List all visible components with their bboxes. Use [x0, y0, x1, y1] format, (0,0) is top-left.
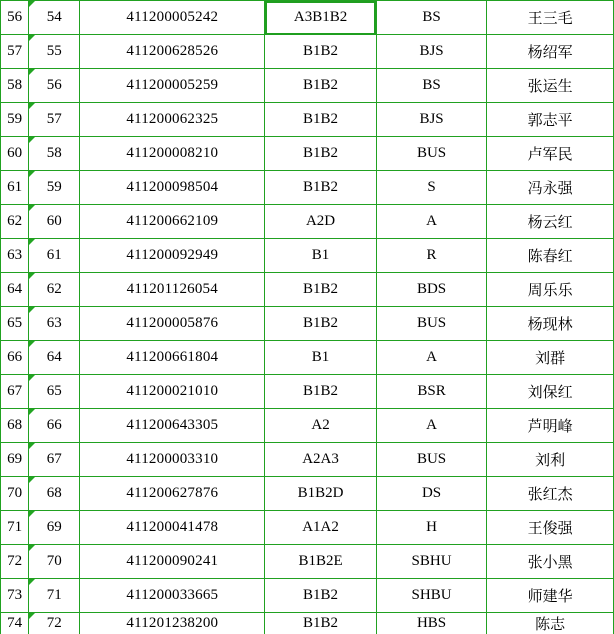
cell-seq[interactable] [29, 341, 80, 375]
cell-type[interactable]: SBHU [376, 545, 487, 579]
cell-id[interactable]: 411200005876 [80, 307, 265, 341]
cell-marker-icon [29, 171, 35, 177]
cell-name[interactable]: 冯永强 [487, 171, 614, 205]
row-header[interactable]: 60 [1, 137, 29, 171]
cell-type[interactable]: R [376, 239, 487, 273]
cell-id[interactable]: 411200062325 [80, 103, 265, 137]
cell-seq-value: 65 [47, 383, 62, 399]
cell-code[interactable]: B1B2 [265, 171, 377, 205]
row-header[interactable]: 57 [1, 35, 29, 69]
cell-code[interactable]: B1B2 [265, 273, 377, 307]
cell-type[interactable]: BUS [376, 443, 487, 477]
cell-seq[interactable] [29, 171, 80, 205]
cell-type[interactable]: BS [376, 1, 487, 35]
row-header[interactable]: 64 [1, 273, 29, 307]
cell-marker-icon [29, 341, 35, 347]
table-row[interactable] [1, 409, 614, 443]
table-row[interactable] [1, 375, 614, 409]
cell-seq-value: 54 [47, 9, 62, 25]
cell-code[interactable]: B1 [265, 239, 377, 273]
table-row[interactable] [1, 205, 614, 239]
cell-marker-icon [29, 375, 35, 381]
cell-seq-value: 67 [47, 451, 62, 467]
cell-id[interactable]: 411200098504 [80, 171, 265, 205]
cell-marker-icon [29, 613, 35, 619]
cell-code[interactable]: A3B1B2 [265, 1, 377, 35]
cell-seq-value: 58 [47, 145, 62, 161]
cell-marker-icon [29, 511, 35, 517]
cell-id[interactable]: 411200092949 [80, 239, 265, 273]
cell-seq[interactable] [29, 579, 80, 613]
cell-type[interactable]: BSR [376, 375, 487, 409]
cell-name[interactable]: 陈志 [487, 613, 614, 634]
table-row[interactable] [1, 613, 614, 634]
row-header[interactable]: 67 [1, 375, 29, 409]
cell-seq-value: 62 [47, 281, 62, 297]
cell-seq-value: 61 [47, 247, 62, 263]
cell-seq[interactable] [29, 477, 80, 511]
cell-code[interactable]: B1B2 [265, 69, 377, 103]
cell-marker-icon [29, 69, 35, 75]
cell-name[interactable]: 王三毛 [487, 1, 614, 35]
cell-type[interactable]: H [376, 511, 487, 545]
row-header[interactable]: 59 [1, 103, 29, 137]
cell-type[interactable]: A [376, 409, 487, 443]
cell-id[interactable]: 411200662109 [80, 205, 265, 239]
cell-name[interactable]: 王俊强 [487, 511, 614, 545]
cell-id[interactable]: 411200041478 [80, 511, 265, 545]
row-header[interactable]: 68 [1, 409, 29, 443]
cell-code[interactable]: A2 [265, 409, 377, 443]
row-header[interactable]: 63 [1, 239, 29, 273]
cell-id[interactable]: 411200005259 [80, 69, 265, 103]
table-row[interactable] [1, 103, 614, 137]
cell-seq-value: 72 [47, 615, 62, 631]
table-row[interactable] [1, 511, 614, 545]
cell-type[interactable]: BUS [376, 307, 487, 341]
cell-code[interactable]: B1B2 [265, 137, 377, 171]
cell-marker-icon [29, 273, 35, 279]
cell-seq[interactable] [29, 35, 80, 69]
cell-id[interactable]: 411200021010 [80, 375, 265, 409]
cell-seq-value: 68 [47, 485, 62, 501]
cell-seq-value: 71 [47, 587, 62, 603]
row-header[interactable]: 66 [1, 341, 29, 375]
cell-seq[interactable] [29, 307, 80, 341]
cell-name[interactable]: 张小黑 [487, 545, 614, 579]
cell-seq[interactable] [29, 137, 80, 171]
cell-seq[interactable] [29, 1, 80, 35]
row-header[interactable]: 74 [1, 613, 29, 634]
cell-id[interactable]: 411200005242 [80, 1, 265, 35]
cell-type[interactable]: HBS [376, 613, 487, 634]
table-row[interactable] [1, 307, 614, 341]
cell-seq[interactable] [29, 613, 80, 634]
cell-marker-icon [29, 103, 35, 109]
cell-id[interactable]: 411200628526 [80, 35, 265, 69]
table-row[interactable] [1, 273, 614, 307]
table-row[interactable] [1, 137, 614, 171]
cell-id[interactable]: 411200008210 [80, 137, 265, 171]
cell-marker-icon [29, 35, 35, 41]
cell-code[interactable]: A1A2 [265, 511, 377, 545]
cell-name[interactable]: 刘保红 [487, 375, 614, 409]
table-row[interactable] [1, 239, 614, 273]
cell-code[interactable]: A2D [265, 205, 377, 239]
table-row[interactable] [1, 443, 614, 477]
table-row[interactable] [1, 1, 614, 35]
cell-name[interactable]: 刘利 [487, 443, 614, 477]
cell-type[interactable]: A [376, 205, 487, 239]
cell-code[interactable]: B1 [265, 341, 377, 375]
cell-seq[interactable] [29, 511, 80, 545]
cell-type[interactable]: BJS [376, 103, 487, 137]
cell-marker-icon [29, 205, 35, 211]
cell-id[interactable]: 411200643305 [80, 409, 265, 443]
cell-seq-value: 60 [47, 213, 62, 229]
cell-id[interactable]: 411200090241 [80, 545, 265, 579]
cell-marker-icon [29, 545, 35, 551]
cell-id[interactable]: 411200033665 [80, 579, 265, 613]
cell-id[interactable]: 411201238200 [80, 613, 265, 634]
row-header[interactable]: 69 [1, 443, 29, 477]
cell-type[interactable]: BUS [376, 137, 487, 171]
cell-marker-icon [29, 307, 35, 313]
cell-seq-value: 66 [47, 417, 62, 433]
cell-seq[interactable] [29, 69, 80, 103]
cell-code[interactable]: B1B2 [265, 307, 377, 341]
cell-seq[interactable] [29, 409, 80, 443]
cell-type[interactable]: BS [376, 69, 487, 103]
cell-name[interactable]: 师建华 [487, 579, 614, 613]
cell-seq[interactable] [29, 205, 80, 239]
cell-seq-value: 55 [47, 43, 62, 59]
cell-seq[interactable] [29, 239, 80, 273]
cell-id[interactable]: 411200003310 [80, 443, 265, 477]
cell-type[interactable]: DS [376, 477, 487, 511]
row-header[interactable]: 56 [1, 1, 29, 35]
cell-id[interactable]: 411200661804 [80, 341, 265, 375]
cell-seq[interactable] [29, 375, 80, 409]
cell-name[interactable]: 张运生 [487, 69, 614, 103]
cell-seq-value: 59 [47, 179, 62, 195]
table-body [1, 1, 614, 634]
cell-seq[interactable] [29, 273, 80, 307]
cell-type[interactable]: BJS [376, 35, 487, 69]
cell-seq-value: 57 [47, 111, 62, 127]
cell-code[interactable]: B1B2E [265, 545, 377, 579]
cell-name[interactable]: 陈春红 [487, 239, 614, 273]
cell-type[interactable]: SHBU [376, 579, 487, 613]
cell-code[interactable]: B1B2 [265, 103, 377, 137]
cell-name[interactable]: 卢军民 [487, 137, 614, 171]
cell-code[interactable]: B1B2 [265, 579, 377, 613]
cell-marker-icon [29, 409, 35, 415]
cell-marker-icon [29, 137, 35, 143]
cell-marker-icon [29, 239, 35, 245]
cell-seq[interactable] [29, 443, 80, 477]
cell-name[interactable]: 芦明峰 [487, 409, 614, 443]
cell-name[interactable]: 周乐乐 [487, 273, 614, 307]
row-header[interactable]: 65 [1, 307, 29, 341]
cell-name[interactable]: 杨现林 [487, 307, 614, 341]
cell-seq[interactable] [29, 545, 80, 579]
cell-id[interactable]: 411201126054 [80, 273, 265, 307]
cell-seq-value: 64 [47, 349, 62, 365]
cell-id[interactable]: 411200627876 [80, 477, 265, 511]
cell-marker-icon [29, 443, 35, 449]
cell-marker-icon [29, 579, 35, 585]
row-header[interactable]: 71 [1, 511, 29, 545]
table-row[interactable] [1, 171, 614, 205]
cell-seq-value: 56 [47, 77, 62, 93]
cell-code[interactable]: B1B2D [265, 477, 377, 511]
cell-seq[interactable] [29, 103, 80, 137]
table-row[interactable] [1, 545, 614, 579]
cell-name[interactable]: 刘群 [487, 341, 614, 375]
cell-name[interactable]: 杨绍军 [487, 35, 614, 69]
row-header[interactable]: 58 [1, 69, 29, 103]
cell-code[interactable]: B1B2 [265, 35, 377, 69]
cell-type[interactable]: S [376, 171, 487, 205]
table-row[interactable] [1, 579, 614, 613]
row-header[interactable]: 72 [1, 545, 29, 579]
table-row[interactable] [1, 477, 614, 511]
cell-name[interactable]: 张红杰 [487, 477, 614, 511]
table-row[interactable] [1, 35, 614, 69]
row-header[interactable]: 61 [1, 171, 29, 205]
cell-name[interactable]: 郭志平 [487, 103, 614, 137]
cell-code[interactable]: B1B2 [265, 375, 377, 409]
cell-type[interactable]: A [376, 341, 487, 375]
cell-seq-value: 70 [47, 553, 62, 569]
row-header[interactable]: 70 [1, 477, 29, 511]
cell-type[interactable]: BDS [376, 273, 487, 307]
cell-name[interactable]: 杨云红 [487, 205, 614, 239]
row-header[interactable]: 62 [1, 205, 29, 239]
cell-code[interactable]: B1B2 [265, 613, 377, 634]
table-row[interactable] [1, 341, 614, 375]
table-row[interactable] [1, 69, 614, 103]
cell-marker-icon [29, 477, 35, 483]
cell-seq-value: 63 [47, 315, 62, 331]
cell-code[interactable]: A2A3 [265, 443, 377, 477]
cell-seq-value: 69 [47, 519, 62, 535]
cell-marker-icon [29, 1, 35, 7]
row-header[interactable]: 73 [1, 579, 29, 613]
